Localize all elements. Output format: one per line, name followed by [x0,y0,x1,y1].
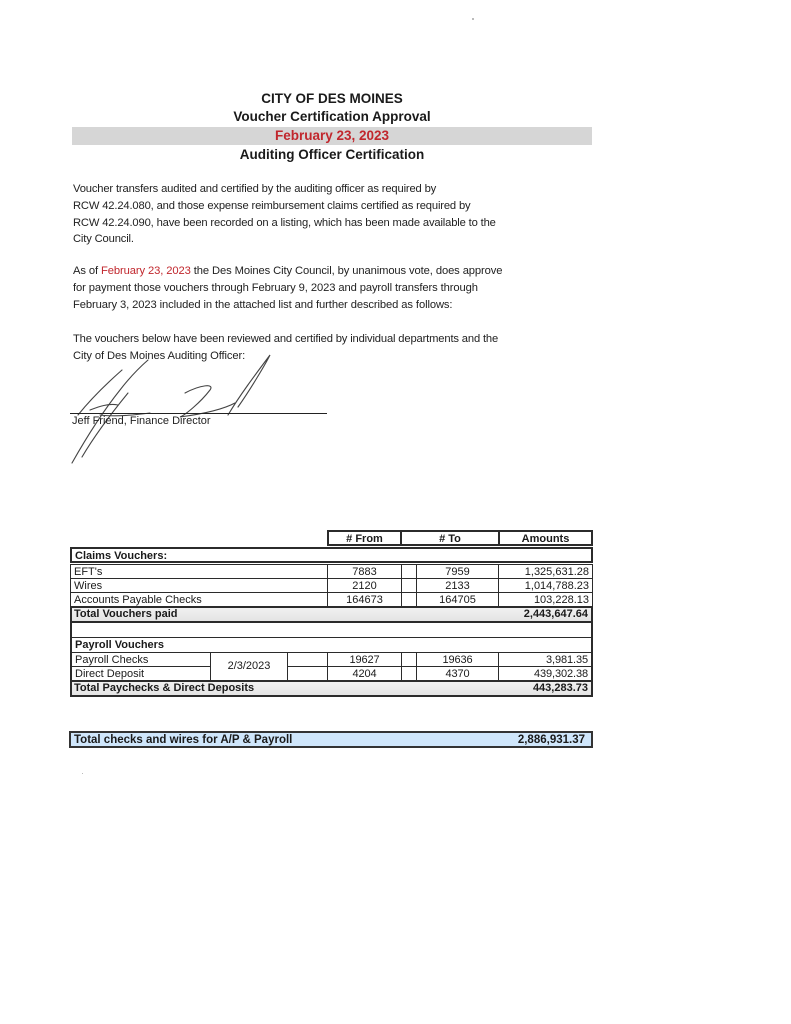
spacer-cell [401,666,417,681]
section-label: Payroll Vouchers [70,637,593,653]
header-to: # To [400,530,500,546]
table-row [70,666,593,681]
row-to: 7959 [416,564,499,579]
spacer-cell [287,666,328,681]
table-row [70,652,593,667]
section-row-claims [70,547,593,563]
paragraph-line: City of Des Moines Auditing Officer: [73,349,246,362]
paragraph-line: The vouchers below have been reviewed and certified by individual departments and the [73,333,499,345]
row-from: 19627 [327,652,402,667]
section-label: Claims Vouchers: [70,547,593,563]
section-row-payroll [70,637,593,653]
text: the Des Moines City Council, by unanimous vote, does approve [190,265,503,277]
row-label: Wires [70,578,328,593]
org-name: CITY OF DES MOINES [261,91,403,106]
certification-paragraph [73,181,573,248]
table-row [70,578,593,593]
header-amounts: Amounts [498,530,593,546]
table-header-row [70,530,593,546]
approval-date: February 23, 2023 [101,265,191,277]
approval-paragraph [73,263,573,313]
total-label: Total Paychecks & Direct Deposits [74,682,255,694]
blank-row [70,622,593,638]
signature-scribble-icon [60,345,290,465]
total-amount: 2,443,647.64 [523,608,588,620]
row-from: 164673 [327,592,402,607]
row-amount: 3,981.35 [498,652,593,667]
total-row-vouchers [70,606,593,623]
paragraph-line: RCW 42.24.080, and those expense reimbursement claims certified as required by [73,199,471,212]
row-to: 164705 [416,592,499,607]
signature-line [70,413,327,414]
signatory-name: Jeff Friend, Finance Director [72,415,211,427]
paragraph-line: for payment those vouchers through February 9, 2023 and payroll transfers through [73,281,478,294]
row-from: 4204 [327,666,402,681]
scan-speck [472,18,474,20]
blank-cell [70,622,593,638]
document-title: Voucher Certification Approval [233,109,431,124]
text: As of [73,265,102,277]
spacer-cell [401,592,417,607]
paragraph-line: February 3, 2023 included in the attached list and further described as follows: [73,298,453,311]
total-label: Total Vouchers paid [74,608,178,620]
grand-total-label: Total checks and wires for A/P & Payroll [74,734,293,746]
row-label: Direct Deposit [70,666,211,681]
table-row [70,592,593,607]
header-from: # From [327,530,402,546]
paragraph-line: City Council. [73,233,134,246]
spacer-cell [287,652,328,667]
paragraph-line: RCW 42.24.090, have been recorded on a listing, which has been made available to the [73,216,496,229]
document-subtitle: Auditing Officer Certification [239,147,425,162]
row-from: 7883 [327,564,402,579]
grand-total-row [69,731,593,748]
payroll-date: 2/3/2023 [210,652,288,681]
spacer-cell [401,564,417,579]
document-date: February 23, 2023 [72,127,592,145]
grand-total-amount: 2,886,931.37 [517,734,585,746]
paragraph-line [73,263,573,280]
total-amount: 443,283.73 [532,682,588,694]
row-from: 2120 [327,578,402,593]
row-label: Payroll Checks [70,652,211,667]
row-amount: 439,302.38 [498,666,593,681]
spacer-cell [401,652,417,667]
row-amount: 1,325,631.28 [498,564,593,579]
row-label: EFT's [70,564,328,579]
row-to: 2133 [416,578,499,593]
total-row-payroll [70,680,593,697]
row-to: 19636 [416,652,499,667]
scan-speck [82,773,83,774]
table-row [70,564,593,579]
row-label: Accounts Payable Checks [70,592,328,607]
spacer-cell [401,578,417,593]
row-amount: 103,228.13 [498,592,593,607]
row-amount: 1,014,788.23 [498,578,593,593]
row-to: 4370 [416,666,499,681]
paragraph-line: Voucher transfers audited and certified by the auditing officer as required by [73,183,437,195]
